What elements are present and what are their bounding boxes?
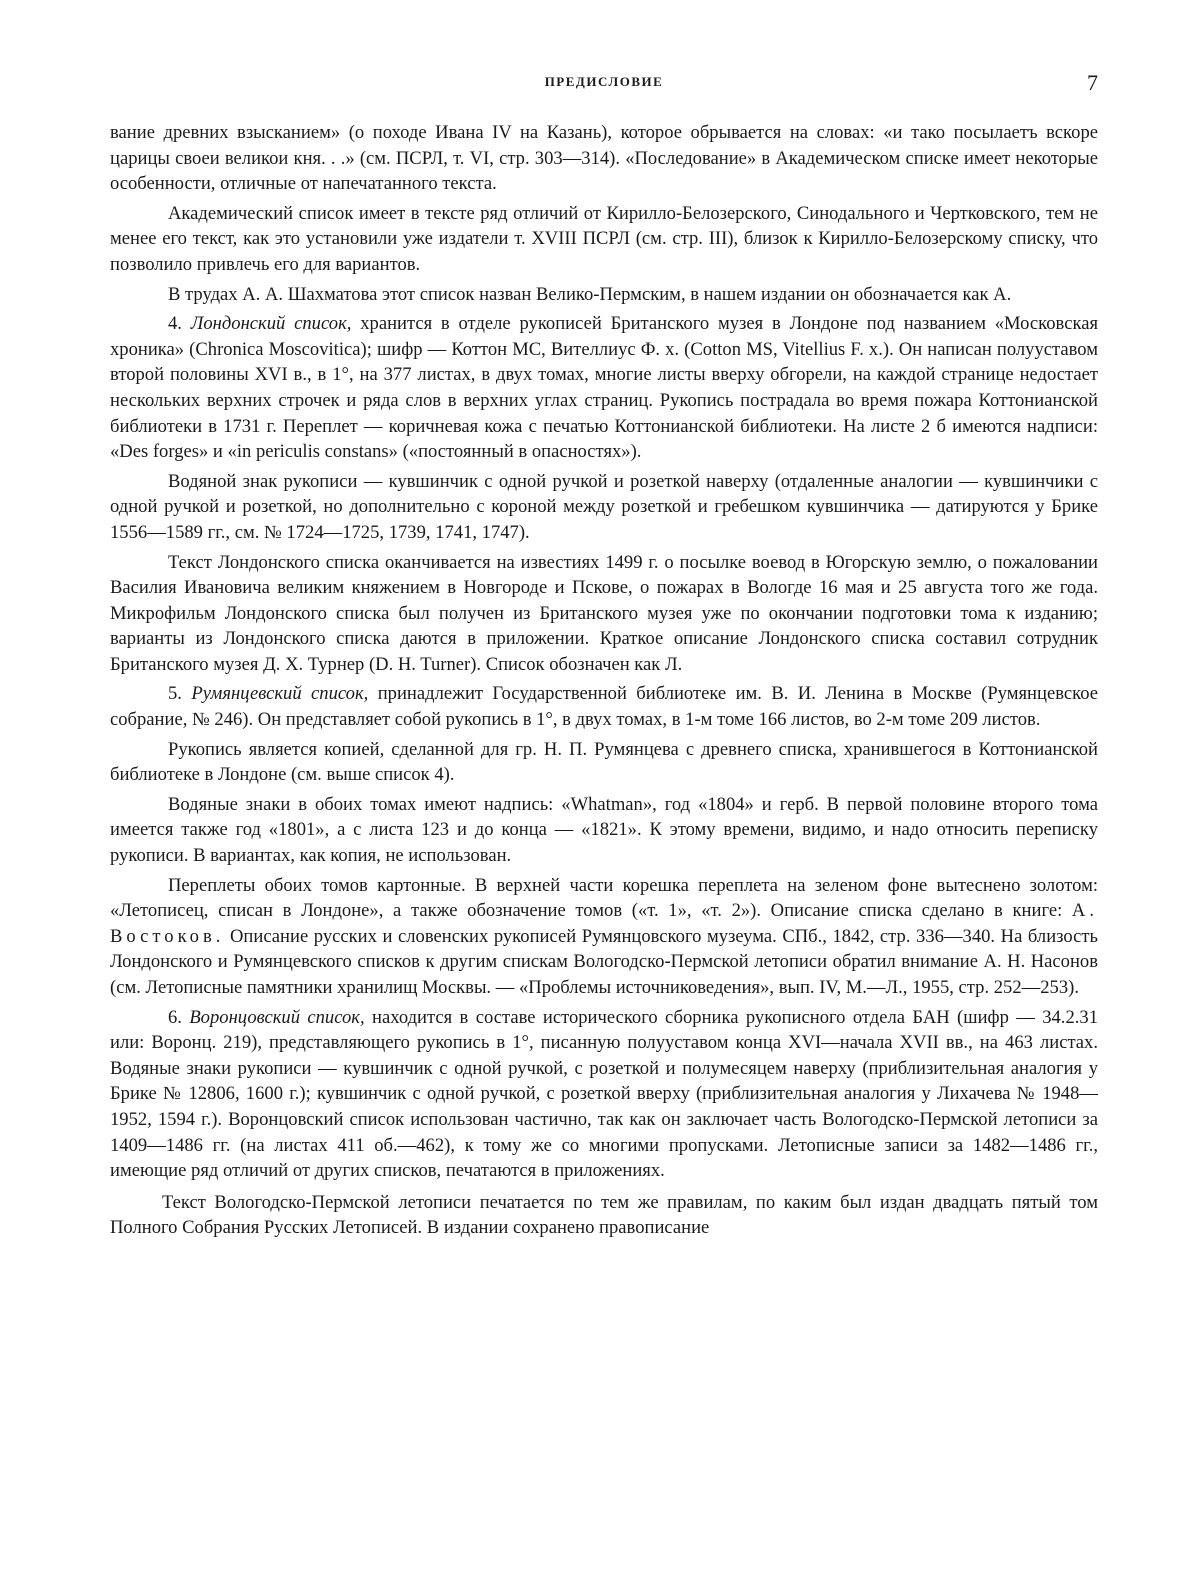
list-number: 4. [168, 313, 191, 335]
paragraph-copy [110, 737, 1098, 788]
paragraph-bindings [110, 873, 1098, 1001]
paragraph-text: Текст Лондонского списка оканчивается на известиях 1499 г. о посылке воевод в Югорскую землю, о пожаловании Василия Ивановича великим княжением в Новгороде и Пскове, о пожарах в Вологде 16 мая и 25 августа того же года. Микрофильм Лондонского списка был получен из Британского музея уже по окончании подготовки тома к изданию; варианты из Лондонского списка даются в приложении. Краткое описание Лондонского списка составил сотрудник Британского музея Д. Х. Турнер (D. H. Turner). Список обозначен как Л. [110, 551, 1098, 675]
paragraph-text: Переплеты обоих томов картонные. В верхней части корешка переплета на зеленом фоне вытеснено золотом: «Летописец, списан в Лондоне», а также обозначение томов («т. 1», «т. 2»). Описание списка сделано в книге: [110, 874, 1098, 922]
paragraph-text: Рукопись является копией, сделанной для гр. Н. П. Румянцева с древнего списка, хранившегося в Коттонианской библиотеке в Лондоне (см. выше список 4). [110, 738, 1098, 786]
paragraph-text: хранится в отделе рукописей Британского музея в Лондоне под названием «Московская хроника» (Chronica Moscovitica); шифр — Коттон МС, Вителлиус Ф. х. (Cotton MS, Vitellius F. x.). Он написан полууставом второй половины XVI в., в 1°, на 377 листах, в двух томах, многие листы вверху обгорели, на каждой странице недостает нескольких верхних строчек и ряда слов в верхних углах страниц. Рукопись пострадала во время пожара Коттонианской библиотеки в 1731 г. Переплет — коричневая кожа с печатью Коттонианской библиотеки. На листе 2 б имеются надписи: «Des forges» и «in periculis constans» («постоянный в опасностях»). [110, 313, 1099, 463]
paragraph-text: Водяные знаки в обоих томах имеют надпись: «Whatman», год «1804» и герб. В первой половине второго тома имеется также год «1801», а с листа 123 и до конца — «1821». К этому времени, видимо, и надо относить переписку рукописи. В вариантах, как копия, не использован. [110, 793, 1098, 867]
paragraph-text-continued: Описание русских и словенских рукописей Румянцовского музеума. СПб., 1842, стр. 336—340. На близость Лондонского и Румянцевского списков к другим спискам Вологодско-Пермской летописи обратил внимание А. Н. Насонов (см. Летописные памятники хранилищ Москвы. — «Проблемы источниковедения», вып. IV, М.—Л., 1955, стр. 252—253). [110, 925, 1098, 998]
paragraph-rumyantsev-list [110, 681, 1098, 732]
paragraph-printing-rules [110, 1190, 1098, 1241]
paragraph-london-text [110, 550, 1098, 678]
paragraph-watermarks-whatman [110, 792, 1098, 869]
paragraph-academic-list [110, 201, 1098, 278]
list-number: 6. [168, 1006, 190, 1028]
body-text [110, 120, 1098, 1241]
list-title: Воронцовский список, [189, 1006, 365, 1028]
list-title: Румянцевский список, [191, 683, 369, 705]
page-number: 7 [1087, 70, 1098, 95]
paragraph-text: находится в составе исторического сборника рукописного отдела БАН (шифр — 34.2.31 или: Воронц. 219), представляющего рукопись в 1°, писанную полууставом конца XVI—начала XVII вв., на 463 листах. Водяные знаки рукописи — кувшинчик с одной ручкой, с розеткой и полумесяцем наверху (приблизительная аналогия у Брике № 12806, 1600 г.); кувшинчик с одной ручкой, с розеткой вверху (приблизительная аналогия у Лихачева № 1948—1952, 1594 г.). Воронцовский список использован частично, так как он заключает часть Вологодско-Пермской летописи за 1409—1486 гг. (на листах 411 об.—462), к тому же со многими пропусками. Летописные записи за 1482—1486 гг., имеющие ряд отличий от других списков, печатаются в приложениях. [110, 1006, 1098, 1182]
paragraph-text: Академический список имеет в тексте ряд отличий от Кирилло-Белозерского, Синодального и Чертковского, тем не менее его текст, как это установили уже издатели т. XVIII ПСРЛ (см. стр. III), близок к Кирилло-Белозерскому списку, что позволило привлечь его для вариантов. [110, 202, 1098, 275]
paragraph-text: В трудах А. А. Шахматова этот список назван Велико-Пермским, в нашем издании он обозначается как А. [168, 283, 1012, 305]
page-header [110, 60, 1098, 120]
paragraph-london-list [110, 311, 1098, 465]
list-title: Лондонский список, [190, 313, 352, 335]
paragraph-continuation [110, 120, 1098, 197]
paragraph-vorontsov-list [110, 1005, 1098, 1184]
list-number: 5. [168, 683, 192, 705]
paragraph-text: вание древних взысканием» (о походе Ивана IV на Казань), которое обрывается на словах: «и тако посылаетъ вскоре царицы своеи великои кня. . .» (см. ПСРЛ, т. VI, стр. 303—314). «Последование» в Академическом списке имеет некоторые особенности, отличные от напечатанного текста. [110, 122, 1098, 195]
paragraph-text: принадлежит Государственной библиотеке им. В. И. Ленина в Москве (Румянцевское собрание, № 246). Он представляет собой рукопись в 1°, в двух томах, в 1-м томе 166 листов, во 2-м томе 209 листов. [110, 683, 1098, 731]
paragraph-text: Водяной знак рукописи — кувшинчик с одной ручкой и розеткой наверху (отдаленные аналогии — кувшинчики с одной ручкой и розеткой, но дополнительно с короной между розеткой и гребешком кувшинчика — датируются у Брике 1556—1589 гг., см. № 1724—1725, 1739, 1741, 1747). [110, 470, 1098, 543]
paragraph-text: Текст Вологодско-Пермской летописи печатается по тем же правилам, по каким был издан двадцать пятый том Полного Собрания Русских Летописей. В издании сохранено правописание [110, 1191, 1098, 1239]
author-name-spaced: А. Востоков. [110, 900, 1098, 947]
paragraph-watermark [110, 469, 1098, 546]
document-page [110, 60, 1098, 1245]
paragraph-shakhmatov [110, 282, 1098, 308]
running-title: ПРЕДИСЛОВИЕ [544, 74, 664, 89]
